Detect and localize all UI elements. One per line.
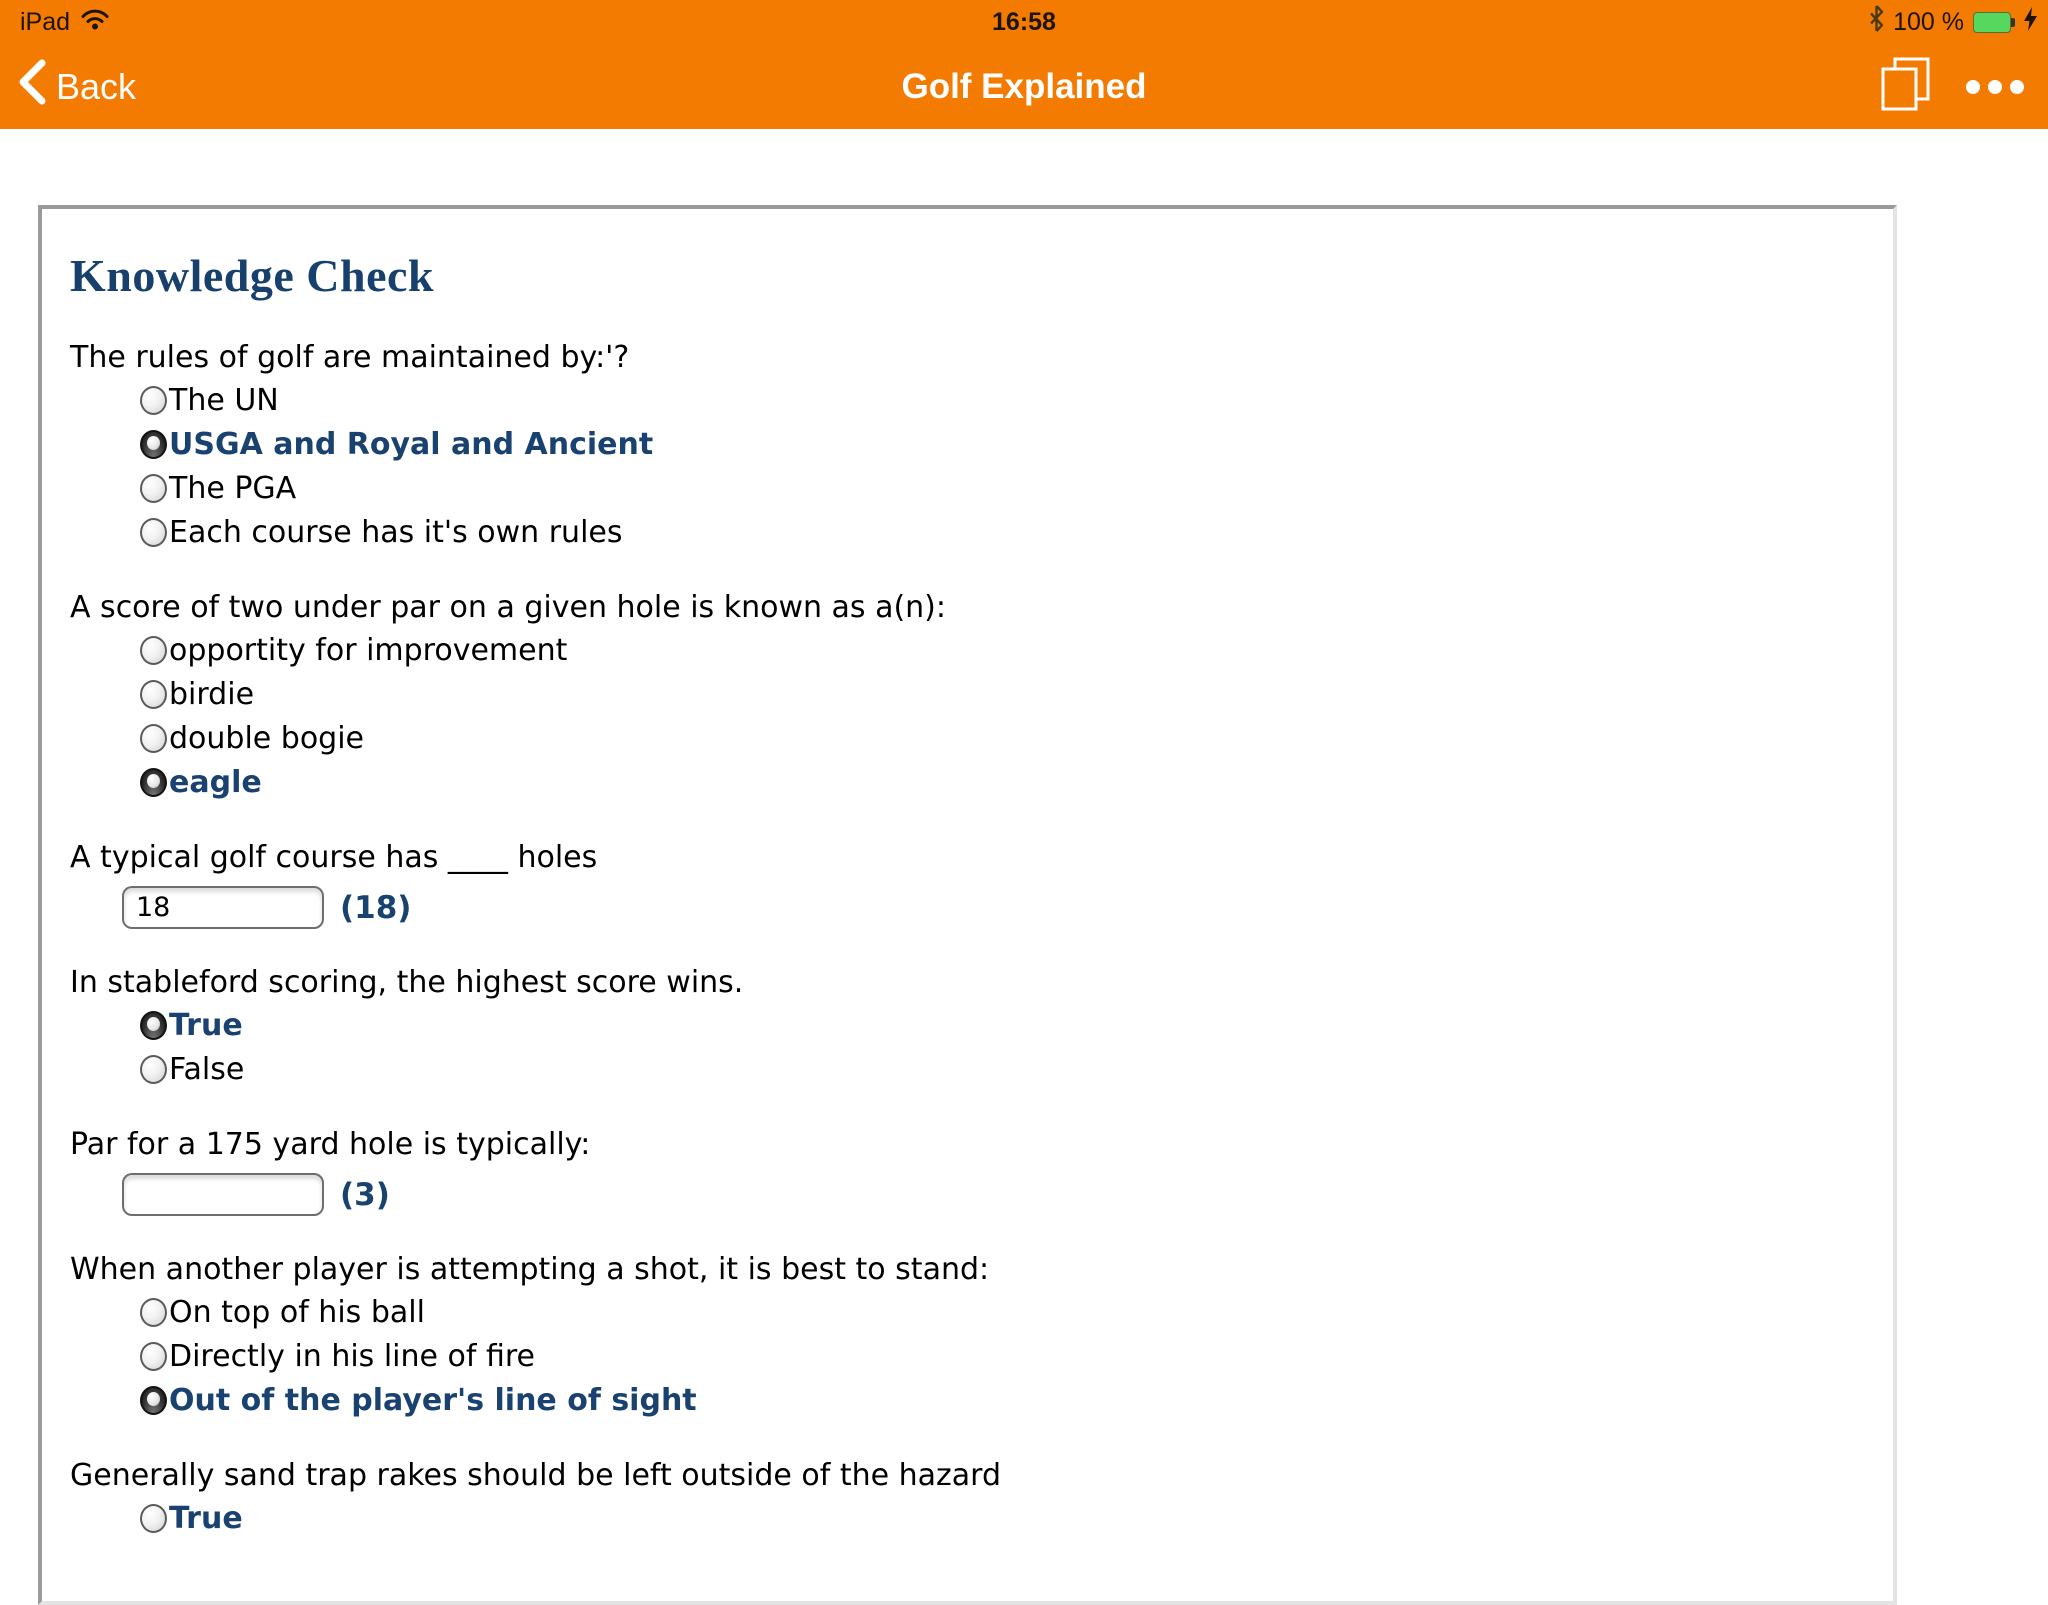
option-label[interactable]: The UN	[169, 382, 279, 418]
radio-icon[interactable]	[140, 1342, 167, 1371]
quiz-frame	[38, 205, 1897, 1605]
quiz-heading: Knowledge Check	[70, 250, 434, 301]
back-label: Back	[56, 65, 137, 107]
question-prompt: The rules of golf are maintained by:'?	[70, 340, 630, 375]
question-1	[70, 338, 1873, 554]
radio-option[interactable]	[140, 1047, 1873, 1091]
radio-icon[interactable]	[140, 518, 167, 547]
status-bar	[0, 0, 2048, 44]
question-prompt: A score of two under par on a given hole is known as a(n):	[70, 590, 946, 625]
radio-icon-selected[interactable]	[140, 768, 167, 797]
radio-icon[interactable]	[140, 1055, 167, 1084]
radio-option[interactable]	[140, 378, 1873, 422]
battery-icon	[1973, 12, 2015, 33]
option-label[interactable]: The PGA	[169, 470, 297, 506]
question-7	[70, 1456, 1873, 1540]
option-label[interactable]: True	[169, 1007, 243, 1043]
option-label[interactable]: double bogie	[169, 720, 365, 756]
page-title: Golf Explained	[901, 66, 1147, 106]
radio-option[interactable]	[140, 1496, 1873, 1540]
radio-option[interactable]	[140, 422, 1873, 466]
question-prompt: A typical golf course has ____ holes	[70, 840, 598, 875]
radio-option[interactable]	[140, 1334, 1873, 1378]
question-5	[70, 1125, 1873, 1216]
radio-option[interactable]	[140, 1290, 1873, 1334]
option-label[interactable]: False	[169, 1051, 245, 1087]
bluetooth-icon	[1869, 5, 1884, 39]
radio-icon[interactable]	[140, 1504, 167, 1533]
radio-option[interactable]	[140, 1003, 1873, 1047]
radio-icon[interactable]	[140, 680, 167, 709]
question-prompt: Par for a 175 yard hole is typically:	[70, 1127, 591, 1162]
option-label[interactable]: On top of his ball	[169, 1294, 425, 1330]
option-label[interactable]: True	[169, 1500, 243, 1536]
top-bars	[0, 0, 2048, 129]
radio-icon[interactable]	[140, 386, 167, 415]
radio-icon-selected[interactable]	[140, 1386, 167, 1415]
radio-option[interactable]	[140, 672, 1873, 716]
radio-icon[interactable]	[140, 474, 167, 503]
radio-option[interactable]	[140, 510, 1873, 554]
answer-input[interactable]	[122, 1173, 324, 1216]
option-label[interactable]: birdie	[169, 676, 255, 712]
radio-option[interactable]	[140, 716, 1873, 760]
radio-icon-selected[interactable]	[140, 1011, 167, 1040]
option-label[interactable]: Out of the player's line of sight	[169, 1382, 697, 1418]
question-prompt: Generally sand trap rakes should be left outside of the hazard	[70, 1458, 1001, 1493]
answer-hint: (18)	[340, 889, 412, 926]
radio-option[interactable]	[140, 628, 1873, 672]
more-ellipsis-icon[interactable]	[1966, 80, 2024, 94]
radio-option[interactable]	[140, 466, 1873, 510]
question-3	[70, 838, 1873, 929]
charging-bolt-icon	[2024, 7, 2038, 38]
radio-option[interactable]	[140, 760, 1873, 804]
question-2	[70, 588, 1873, 804]
option-label[interactable]: eagle	[169, 764, 262, 800]
radio-icon[interactable]	[140, 1298, 167, 1327]
pages-icon[interactable]	[1878, 56, 1934, 117]
radio-icon[interactable]	[140, 724, 167, 753]
clock-time: 16:58	[992, 7, 1056, 36]
question-prompt: When another player is attempting a shot, it is best to stand:	[70, 1252, 990, 1287]
device-label: iPad	[20, 7, 71, 36]
option-label[interactable]: Directly in his line of fire	[169, 1338, 536, 1374]
battery-percent-label: 100 %	[1893, 7, 1964, 36]
radio-icon[interactable]	[140, 636, 167, 665]
radio-option[interactable]	[140, 1378, 1873, 1422]
question-4	[70, 963, 1873, 1091]
nav-bar	[0, 44, 2048, 129]
option-label[interactable]: opportity for improvement	[169, 632, 568, 668]
option-label[interactable]: Each course has it's own rules	[169, 514, 623, 550]
question-prompt: In stableford scoring, the highest score wins.	[70, 965, 744, 1000]
radio-icon-selected[interactable]	[140, 430, 167, 459]
answer-hint: (3)	[340, 1176, 390, 1213]
option-label[interactable]: USGA and Royal and Ancient	[169, 426, 654, 462]
answer-input[interactable]	[122, 886, 324, 929]
question-6	[70, 1250, 1873, 1422]
